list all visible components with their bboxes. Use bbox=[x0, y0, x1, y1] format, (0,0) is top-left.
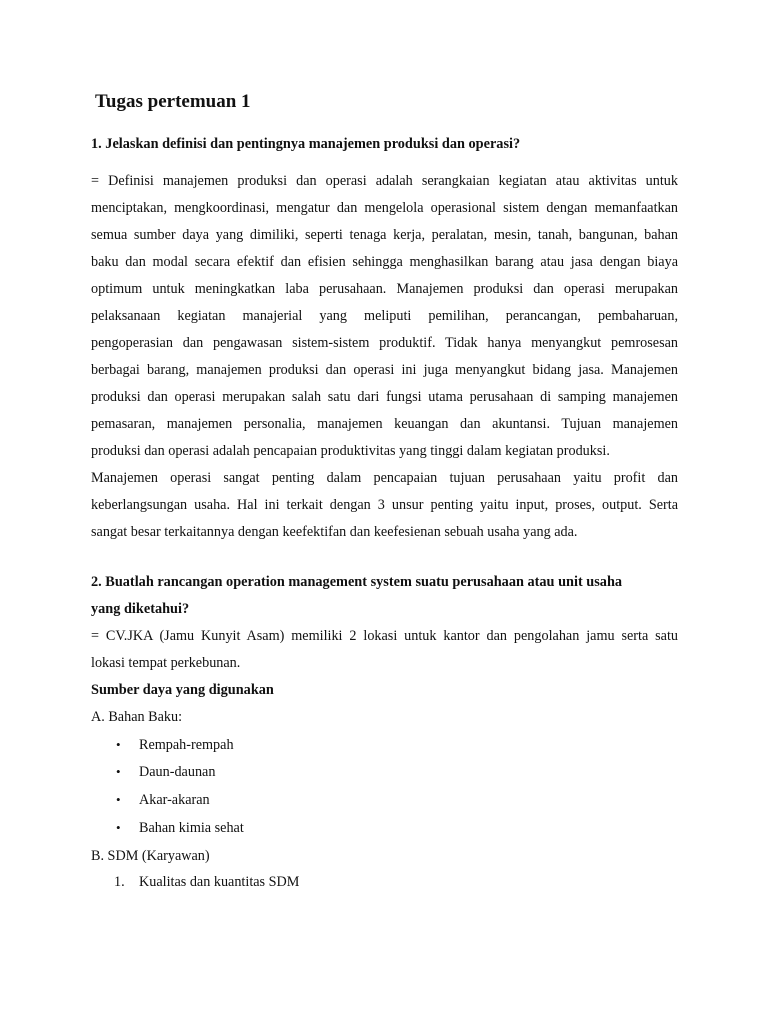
question-1: 1. Jelaskan definisi dan pentingnya manajemen produksi dan operasi? bbox=[91, 136, 521, 152]
answer-1-line: optimum untuk meningkatkan laba perusahaan. Manajemen produksi dan operasi merupakan bbox=[91, 281, 678, 297]
numbered-list-item bbox=[114, 869, 299, 896]
list-item-text: Daun-daunan bbox=[139, 764, 216, 780]
bullet-icon: • bbox=[116, 764, 121, 779]
list-item bbox=[116, 731, 234, 759]
list-item bbox=[116, 758, 215, 786]
list-item-text: Rempah-rempah bbox=[139, 737, 234, 753]
answer-1-line: keberlangsungan usaha. Hal ini terkait dengan 3 unsur penting yaitu input, proses, output. Serta bbox=[91, 497, 678, 513]
answer-1-line: semua sumber daya yang dimiliki, seperti tenaga kerja, peralatan, mesin, tanah, bangunan, bahan bbox=[91, 227, 678, 243]
answer-1-paragraph bbox=[91, 168, 678, 546]
list-number: 1. bbox=[114, 874, 125, 890]
answer-2-line-2: lokasi tempat perkebunan. bbox=[91, 655, 241, 671]
answer-1-line: = Definisi manajemen produksi dan operasi adalah serangkaian kegiatan atau aktivitas untuk bbox=[91, 173, 678, 189]
answer-1-line: produksi dan operasi adalah pencapaian produktivitas yang tinggi dalam kegiatan produksi. bbox=[91, 443, 610, 459]
answer-1-line: baku dan modal secara efektif dan efisien sehingga menghasilkan barang atau jasa dengan biaya bbox=[91, 254, 678, 270]
answer-1-line: berbagai barang, manajemen produksi dan operasi ini juga menyangkut bidang jasa. Manajemen bbox=[91, 362, 678, 378]
page-title: Tugas pertemuan 1 bbox=[95, 91, 251, 112]
list-item-text: Bahan kimia sehat bbox=[139, 820, 244, 836]
list-item-text: Akar-akaran bbox=[139, 792, 210, 808]
bullet-icon: • bbox=[116, 820, 121, 835]
answer-1-line: pelaksanaan kegiatan manajerial yang meliputi pemilihan, perancangan, pembaharuan, bbox=[91, 308, 678, 324]
answer-1-line: pemasaran, manajemen personalia, manajemen keuangan dan akuntansi. Tujuan manajemen bbox=[91, 416, 678, 432]
bullet-icon: • bbox=[116, 792, 121, 807]
answer-1-line: sangat besar terkaitannya dengan keefektifan dan keefesienan sebuah usaha yang ada. bbox=[91, 524, 578, 540]
section-a-label: A. Bahan Baku: bbox=[91, 709, 183, 725]
section-b-label: B. SDM (Karyawan) bbox=[91, 848, 210, 864]
answer-1-line: pengoperasian dan pengawasan sistem-sistem produktif. Tidak hanya menyangkut pemrosesan bbox=[91, 335, 678, 351]
list-item bbox=[116, 814, 244, 842]
resources-heading: Sumber daya yang digunakan bbox=[91, 682, 274, 698]
answer-2-line-1: = CV.JKA (Jamu Kunyit Asam) memiliki 2 lokasi untuk kantor dan pengolahan jamu serta satu bbox=[91, 628, 678, 644]
question-2-line-1: 2. Buatlah rancangan operation management system suatu perusahaan atau unit usaha bbox=[91, 574, 623, 590]
answer-1-line: Manajemen operasi sangat penting dalam pencapaian tujuan perusahaan yaitu profit dan bbox=[91, 470, 678, 486]
bullet-icon: • bbox=[116, 737, 121, 752]
answer-1-line: produksi dan operasi merupakan salah satu dari fungsi utama perusahaan di samping manajemen bbox=[91, 389, 678, 405]
list-item bbox=[116, 786, 210, 814]
answer-1-line: menciptakan, mengkoordinasi, mengatur dan mengelola operasional sistem dengan memanfaatkan bbox=[91, 200, 678, 216]
question-2-line-2: yang diketahui? bbox=[91, 601, 190, 617]
list-item-text: Kualitas dan kuantitas SDM bbox=[139, 874, 300, 890]
